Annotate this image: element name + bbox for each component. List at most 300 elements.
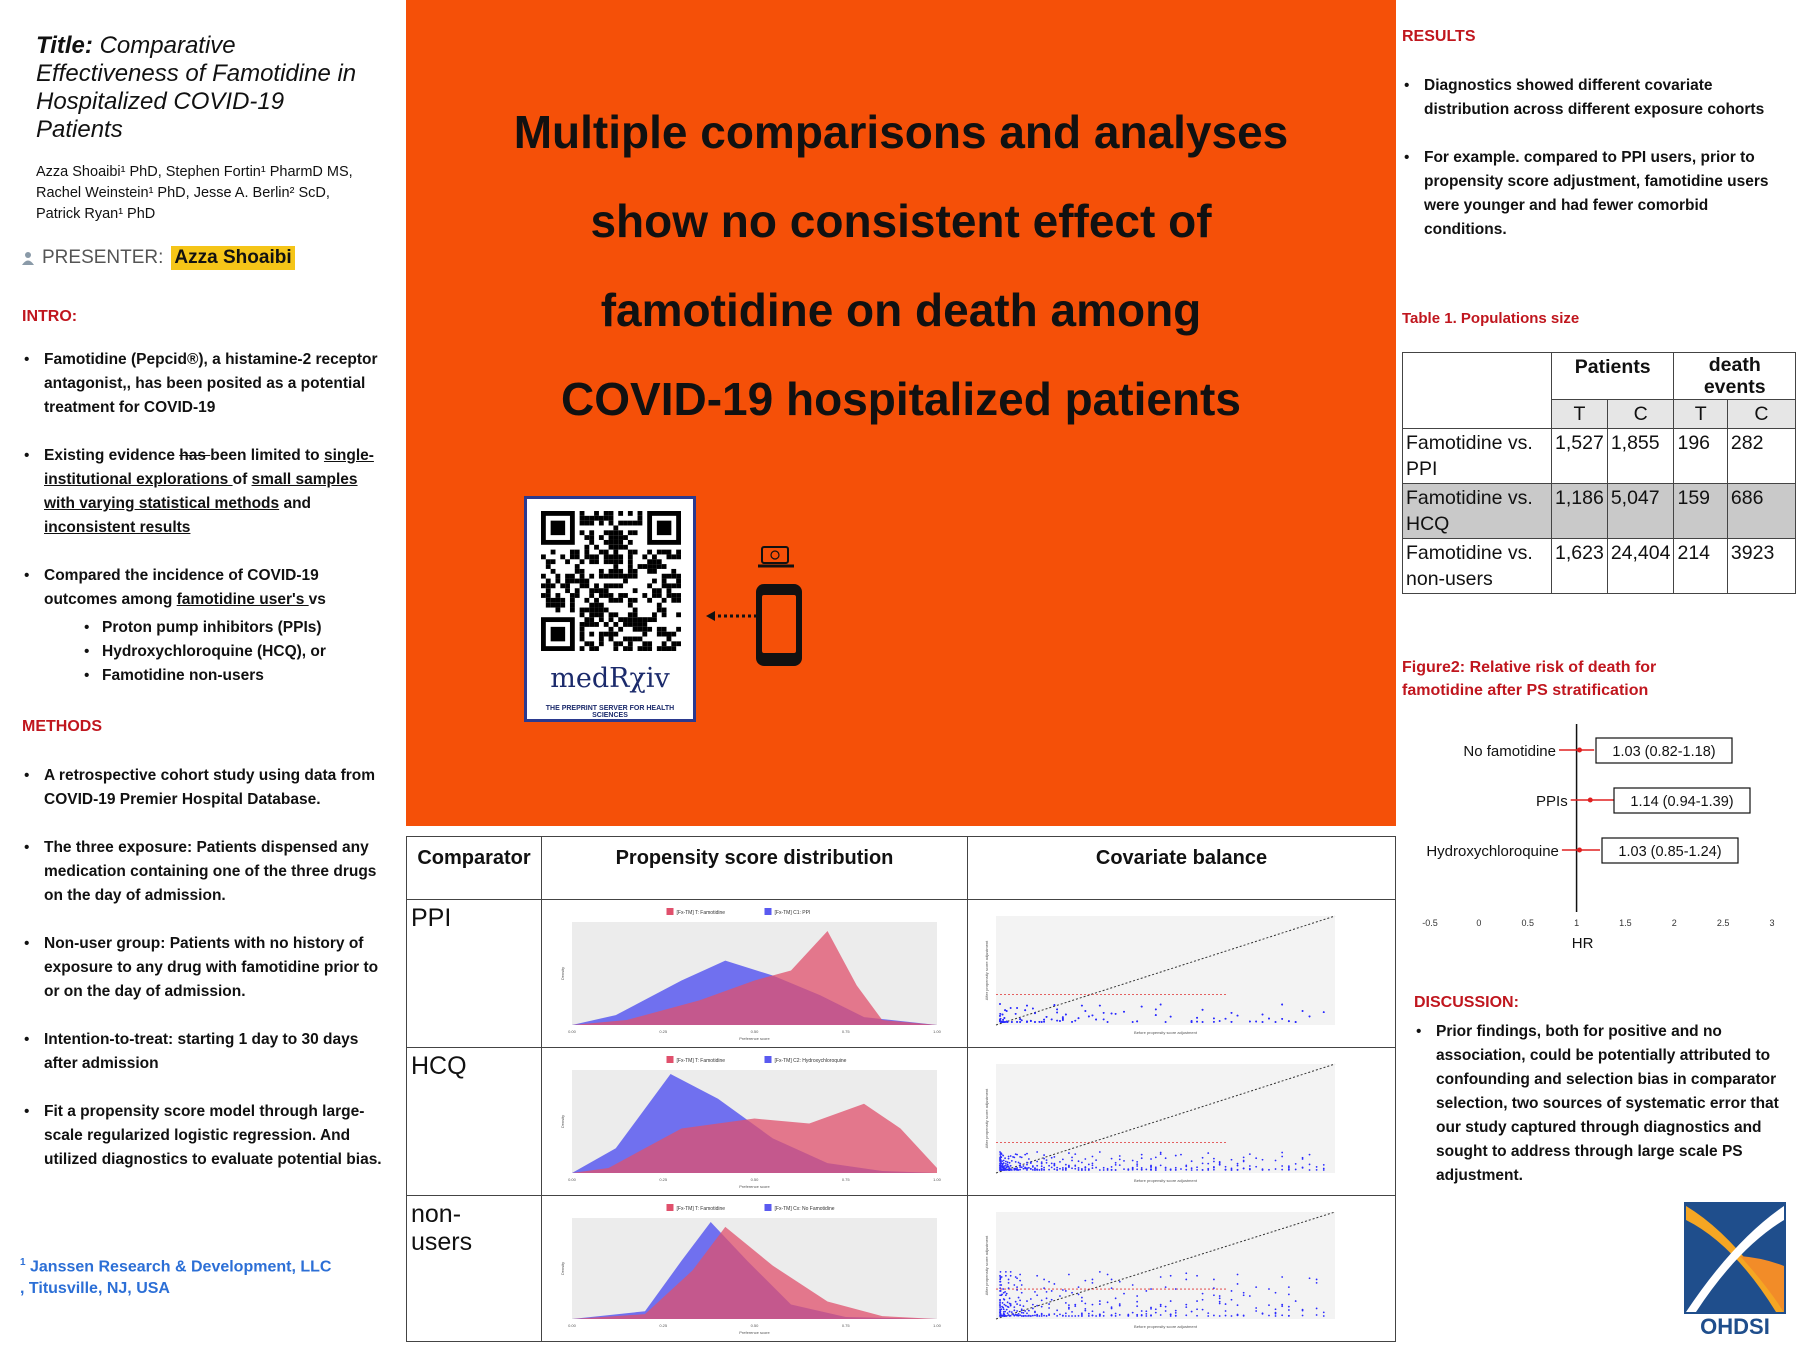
balance-point [1123, 1168, 1125, 1170]
qr-module [580, 632, 585, 637]
balance-point [1010, 1155, 1012, 1157]
balance-point [1099, 1151, 1101, 1153]
presenter-name: Azza Shoaibi [171, 246, 294, 270]
balance-point [999, 1300, 1001, 1302]
balance-point [1231, 1290, 1233, 1292]
qr-module [662, 574, 667, 579]
balance-point [1024, 1310, 1026, 1312]
qr-module [662, 627, 667, 632]
qr-module [551, 550, 556, 555]
qr-module [613, 535, 618, 540]
balance-point [1016, 1315, 1018, 1317]
balance-point [1041, 1313, 1043, 1315]
balance-point [1275, 1168, 1277, 1170]
balance-point [1023, 1305, 1025, 1307]
balance-point [1219, 1315, 1221, 1317]
balance-point [1003, 1169, 1005, 1171]
balance-point [1180, 1168, 1182, 1170]
balance-point [1150, 1308, 1152, 1310]
balance-point [1056, 1167, 1058, 1169]
balance-point [1036, 1165, 1038, 1167]
qr-module [628, 569, 633, 574]
qr-module [580, 530, 585, 535]
title-text: Comparative Effectiveness of Famotidine in Hospitalized COVID-19 Patients [36, 32, 357, 143]
balance-point [1185, 1169, 1187, 1171]
qr-module [599, 569, 604, 574]
balance-point [1021, 1166, 1023, 1168]
qr-module [584, 641, 589, 646]
balance-point [1043, 1287, 1045, 1289]
balance-point [1019, 1018, 1021, 1020]
balance-point [1068, 1166, 1070, 1168]
qr-module [633, 612, 638, 617]
balance-point [1123, 1160, 1125, 1162]
qr-module [546, 603, 551, 608]
balance-point [1323, 1311, 1325, 1313]
balance-point [999, 1301, 1001, 1303]
qr-module [594, 583, 599, 588]
qr-module [599, 617, 604, 622]
qr-module [642, 593, 647, 598]
balance-point [1165, 1021, 1167, 1023]
discussion-title: DISCUSSION: [1414, 994, 1519, 1011]
balance-point [1074, 1153, 1076, 1155]
qr-module [613, 530, 618, 535]
qr-module [584, 545, 589, 550]
balance-point [1255, 1286, 1257, 1288]
balance-point [1051, 1157, 1053, 1159]
qr-code-card[interactable] [524, 496, 696, 722]
qr-module [623, 521, 628, 526]
balance-point [1309, 1277, 1311, 1279]
balance-point [1281, 1314, 1283, 1316]
qr-code[interactable] [541, 511, 681, 651]
qr-module [575, 564, 580, 569]
balance-point [1092, 1314, 1094, 1316]
qr-module [618, 641, 623, 646]
table-caption: Table 1. Populations size [1402, 310, 1580, 327]
category-label: No famotidine [1463, 743, 1556, 760]
qr-module [541, 593, 546, 598]
qr-module [613, 612, 618, 617]
balance-point [1059, 1161, 1061, 1163]
balance-point [1243, 1292, 1245, 1294]
balance-point [1281, 1165, 1283, 1167]
qr-module [657, 588, 662, 593]
balance-point [999, 1151, 1001, 1153]
methods-bullet: • Fit a propensity score model through large-scale regularized logistic regression. And utilized diagnostics to evaluate potential bias. [22, 1100, 388, 1172]
balance-point [1043, 1021, 1045, 1023]
balance-point [1056, 1008, 1058, 1010]
balance-point [1180, 1154, 1182, 1156]
balance-point [1237, 1163, 1239, 1165]
qr-module [676, 574, 681, 579]
balance-point [1225, 1310, 1227, 1312]
qr-module [575, 593, 580, 598]
qr-finder [551, 521, 565, 535]
balance-point [1107, 1274, 1109, 1276]
balance-point [1207, 1315, 1209, 1317]
qr-module [618, 535, 623, 540]
x-axis-label: Preference score [739, 1330, 770, 1335]
balance-point [1012, 1156, 1014, 1158]
qr-module [618, 521, 623, 526]
balance-point [1003, 1313, 1005, 1315]
x-tick-label: 0.50 [750, 1177, 759, 1182]
presenter [22, 246, 295, 270]
balance-point [1141, 1157, 1143, 1159]
balance-point [1065, 1164, 1067, 1166]
balance-point [1295, 1300, 1297, 1302]
balance-point [1145, 1313, 1147, 1315]
balance-point [1053, 1283, 1055, 1285]
qr-module [580, 511, 585, 516]
balance-point [1302, 1158, 1304, 1160]
balance-point [1225, 1166, 1227, 1168]
balance-point [1225, 1169, 1227, 1171]
balance-point [999, 1167, 1001, 1169]
qr-module [667, 637, 672, 642]
qr-module [546, 559, 551, 564]
x-tick-label: 1 [1574, 918, 1580, 928]
balance-point [1213, 1017, 1215, 1019]
balance-point [999, 1309, 1001, 1311]
balance-point [1016, 1303, 1018, 1305]
x-tick-label: 0.25 [659, 1029, 668, 1034]
qr-module [609, 530, 614, 535]
qr-module [671, 646, 676, 651]
balance-point [1065, 1168, 1067, 1170]
balance-point [1043, 1158, 1045, 1160]
balance-point [1175, 1169, 1177, 1171]
qr-module [546, 588, 551, 593]
balance-point [1231, 1315, 1233, 1317]
balance-point [1006, 1010, 1008, 1012]
qr-module [623, 545, 628, 550]
qr-finder [657, 521, 671, 535]
balance-point [1084, 1303, 1086, 1305]
balance-point [1160, 1004, 1162, 1006]
qr-module [633, 617, 638, 622]
qr-module [623, 617, 628, 622]
balance-point [1048, 1165, 1050, 1167]
qr-module [613, 550, 618, 555]
balance-point [1068, 1315, 1070, 1317]
qr-module [676, 598, 681, 603]
balance-point [1281, 1018, 1283, 1020]
balance-point [1084, 1280, 1086, 1282]
balance-point [1048, 1314, 1050, 1316]
qr-module [551, 559, 556, 564]
balance-point [1024, 1009, 1026, 1011]
balance-point [1175, 1315, 1177, 1317]
balance-point [1024, 1154, 1026, 1156]
qr-module [604, 583, 609, 588]
balance-point [1103, 1311, 1105, 1313]
balance-point [1141, 1006, 1143, 1008]
balance-point [1323, 1011, 1325, 1013]
x-axis-label: Preference score [739, 1184, 770, 1189]
balance-point [1309, 1154, 1311, 1156]
balance-point [1175, 1288, 1177, 1290]
balance-point [1021, 1284, 1023, 1286]
balance-point [1213, 1287, 1215, 1289]
balance-point [1074, 1164, 1076, 1166]
x-tick-label: 1.00 [933, 1323, 941, 1328]
qr-module [580, 521, 585, 526]
qr-module [647, 646, 652, 651]
balance-point [1062, 1315, 1064, 1317]
qr-module [570, 603, 575, 608]
qr-module [667, 574, 672, 579]
qr-module [613, 569, 618, 574]
balance-point [1071, 1160, 1073, 1162]
qr-module [604, 516, 609, 521]
balance-point [1103, 1167, 1105, 1169]
balance-point [1078, 1160, 1080, 1162]
x-tick-label: 0.50 [750, 1029, 759, 1034]
qr-module [618, 593, 623, 598]
person-icon [22, 251, 34, 265]
qr-module [628, 511, 633, 516]
qr-module [589, 588, 594, 593]
qr-module [638, 646, 643, 651]
figure-caption: Figure2: Relative risk of death for famotidine after PS stratification [1402, 659, 1657, 699]
balance-point [1160, 1305, 1162, 1307]
balance-point [1196, 1169, 1198, 1171]
balance-point [1115, 1164, 1117, 1166]
balance-point [1009, 1311, 1011, 1313]
qr-module [575, 554, 580, 559]
balance-point [1062, 1289, 1064, 1291]
qr-module [594, 608, 599, 613]
balance-point [1002, 1307, 1004, 1309]
qr-module [676, 550, 681, 555]
balance-point [1115, 1297, 1117, 1299]
balance-point [1048, 1169, 1050, 1171]
balance-point [1078, 1017, 1080, 1019]
qr-module [580, 569, 585, 574]
balance-point [1011, 1021, 1013, 1023]
balance-point [1053, 1163, 1055, 1165]
balance-point [1041, 1161, 1043, 1163]
qr-module [628, 603, 633, 608]
balance-point [1141, 1154, 1143, 1156]
balance-point [1175, 1310, 1177, 1312]
balance-point [1119, 1155, 1121, 1157]
balance-point [1115, 1162, 1117, 1164]
balance-point [1016, 1021, 1018, 1023]
qr-module [560, 554, 565, 559]
x-tick-label: -0.5 [1422, 918, 1438, 928]
qr-module [599, 608, 604, 613]
qr-module [575, 579, 580, 584]
qr-module [613, 525, 618, 530]
qr-module [604, 530, 609, 535]
balance-point [1281, 1305, 1283, 1307]
balance-point [1219, 1303, 1221, 1305]
qr-module [589, 559, 594, 564]
legend-label: [Fx-TM] T: Famotidine [676, 1206, 726, 1212]
results-title: RESULTS [1402, 28, 1476, 45]
balance-point [1111, 1166, 1113, 1168]
qr-module [623, 646, 628, 651]
qr-module [604, 550, 609, 555]
balance-point [1219, 1297, 1221, 1299]
balance-point [1003, 1311, 1005, 1313]
balance-point [1249, 1295, 1251, 1297]
balance-point [1059, 1313, 1061, 1315]
balance-point [1026, 1005, 1028, 1007]
balance-point [1016, 1286, 1018, 1288]
qr-module [560, 598, 565, 603]
balance-point [1281, 1156, 1283, 1158]
balance-point [1191, 1167, 1193, 1169]
balance-point [1028, 1315, 1030, 1317]
y-axis-label: After propensity score adjustment [984, 1088, 989, 1149]
qr-module [589, 603, 594, 608]
balance-point [1074, 1020, 1076, 1022]
balance-point [1051, 1166, 1053, 1168]
category-label: PPIs [1536, 793, 1568, 810]
qr-module [609, 593, 614, 598]
balance-point [1185, 1165, 1187, 1167]
qr-module [623, 622, 628, 627]
balance-point [1009, 1169, 1011, 1171]
x-tick-label: 0.25 [659, 1323, 668, 1328]
balance-point [1002, 1019, 1004, 1021]
qr-module [609, 559, 614, 564]
row-label-hcq: HCQ [406, 1047, 542, 1196]
balance-point [1021, 1019, 1023, 1021]
balance-point [1165, 1167, 1167, 1169]
qr-module [589, 554, 594, 559]
balance-point [1175, 1155, 1177, 1157]
balance-point [1003, 1298, 1005, 1300]
balance-point [1056, 1315, 1058, 1317]
x-tick-label: 0.00 [568, 1029, 576, 1034]
headline-line: show no consistent effect of [590, 195, 1212, 247]
balance-point [1213, 1279, 1215, 1281]
balance-point [1003, 1160, 1005, 1162]
qr-module [667, 554, 672, 559]
balance-point [1011, 1169, 1013, 1171]
qr-module [609, 637, 614, 642]
qr-module [604, 608, 609, 613]
balance-point [1160, 1164, 1162, 1166]
qr-module [618, 559, 623, 564]
balance-point [1155, 1308, 1157, 1310]
balance-point [1302, 1315, 1304, 1317]
balance-point [1001, 1169, 1003, 1171]
balance-point [1170, 1169, 1172, 1171]
balance-point [1225, 1303, 1227, 1305]
balance-point [1071, 1311, 1073, 1313]
qr-module [613, 545, 618, 550]
balance-point [1065, 1014, 1067, 1016]
balance-point [1268, 1304, 1270, 1306]
balance-point [1111, 1308, 1113, 1310]
qr-module [633, 588, 638, 593]
qr-module [570, 593, 575, 598]
qr-module [652, 612, 657, 617]
x-tick-label: 0.00 [568, 1177, 576, 1182]
balance-point [1237, 1283, 1239, 1285]
intro-list [22, 348, 382, 612]
balance-point [1196, 1275, 1198, 1277]
balance-point [1323, 1169, 1325, 1171]
qr-module [652, 564, 657, 569]
qr-module [633, 550, 638, 555]
balance-point [1249, 1153, 1251, 1155]
qr-module [599, 632, 604, 637]
qr-module [657, 593, 662, 598]
balance-point [1191, 1311, 1193, 1313]
qr-module [541, 583, 546, 588]
balance-point [999, 1306, 1001, 1308]
balance-point [1160, 1276, 1162, 1278]
qr-module [642, 554, 647, 559]
balance-point [1004, 1157, 1006, 1159]
qr-module [618, 617, 623, 622]
qr-module [599, 550, 604, 555]
estimate-label: 1.14 (0.94-1.39) [1630, 794, 1734, 810]
intro-sub-item: • Hydroxychloroquine (HCQ), or [84, 640, 444, 664]
qr-module [642, 641, 647, 646]
balance-point [1288, 1294, 1290, 1296]
qr-module [633, 608, 638, 613]
qr-module [580, 559, 585, 564]
qr-module [647, 617, 652, 622]
intro-bullet-2: • Existing evidence has been limited to single-institutional explorations of small samples with varying statistical methods and inconsistent results [22, 444, 382, 540]
legend-label: [Fx-TM] T: Famotidine [676, 910, 726, 916]
balance-point [1032, 1304, 1034, 1306]
balance-point [1026, 1153, 1028, 1155]
qr-module [609, 583, 614, 588]
balance-point [1127, 1315, 1129, 1317]
qr-module [623, 535, 628, 540]
balance-point [1231, 1012, 1233, 1014]
balance-point [1111, 1013, 1113, 1015]
x-tick-label: 3 [1769, 918, 1775, 928]
balance-point [1053, 1004, 1055, 1006]
balance-point [1048, 1307, 1050, 1309]
qr-module [628, 530, 633, 535]
balance-point [1196, 1021, 1198, 1023]
balance-point [1136, 1165, 1138, 1167]
qr-module [599, 637, 604, 642]
qr-module [555, 598, 560, 603]
qr-module [589, 632, 594, 637]
balance-point [1062, 1019, 1064, 1021]
qr-module [667, 550, 672, 555]
balance-point [1288, 1309, 1290, 1311]
balance-point [1231, 1021, 1233, 1023]
x-tick-label: 0.50 [750, 1323, 759, 1328]
balance-point [1071, 1292, 1073, 1294]
qr-module [623, 574, 628, 579]
qr-module [623, 637, 628, 642]
balance-point [1005, 1275, 1007, 1277]
qr-module [657, 608, 662, 613]
balance-point [1008, 1156, 1010, 1158]
balance-point [1268, 1018, 1270, 1020]
balance-point [1028, 1167, 1030, 1169]
estimate-point [1577, 848, 1582, 853]
x-tick-label: 0.75 [841, 1323, 850, 1328]
balance-point [1237, 1304, 1239, 1306]
qr-module [609, 574, 614, 579]
